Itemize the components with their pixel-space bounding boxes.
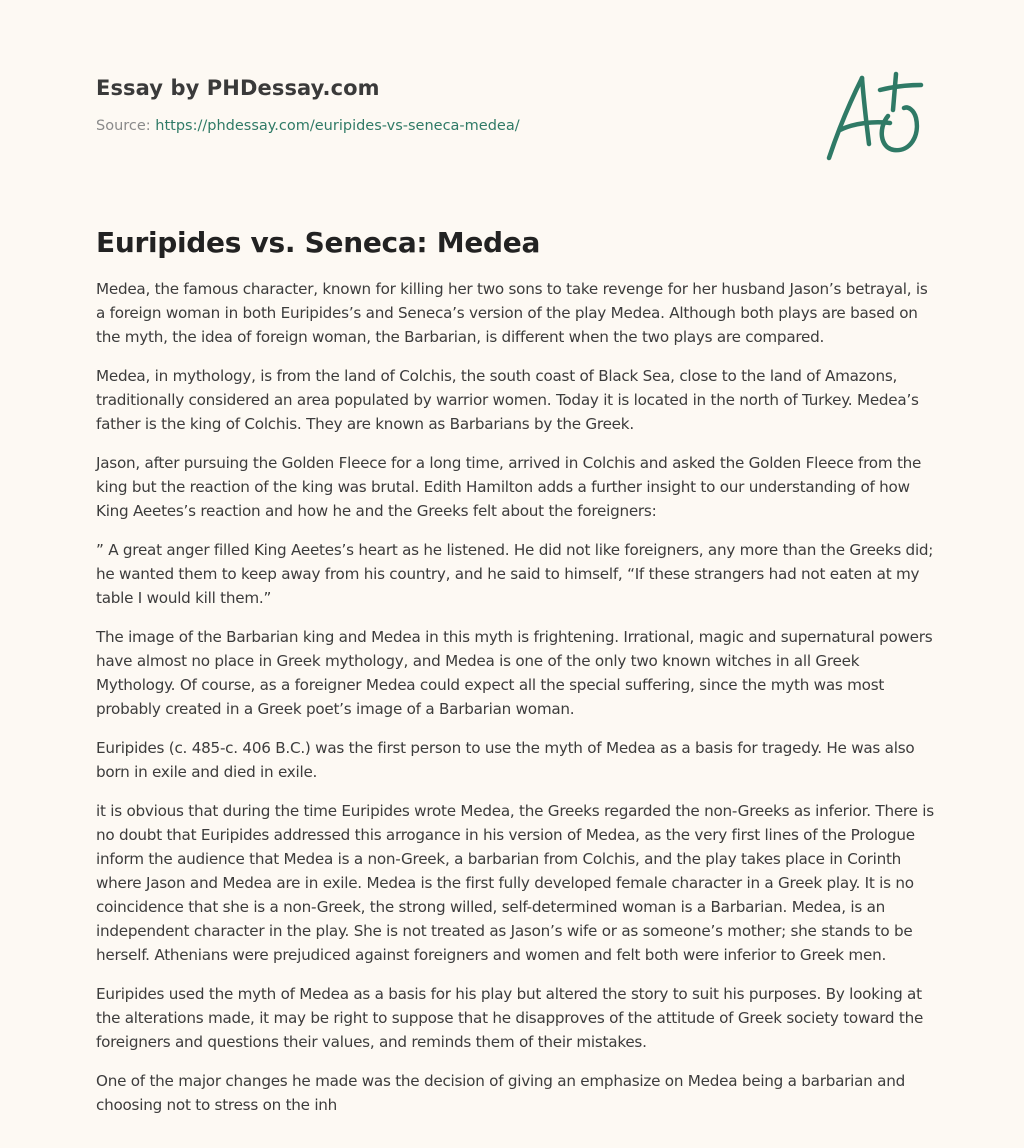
source-link[interactable]: https://phdessay.com/euripides-vs-seneca-medea/ — [155, 118, 520, 134]
essay-paragraph: One of the major changes he made was the decision of giving an emphasize on Medea being a barbarian and choosing not to stress on the inh — [96, 1072, 905, 1114]
essay-title: Euripides vs. Seneca: Medea — [96, 226, 541, 259]
essay-paragraph: Medea, the famous character, known for killing her two sons to take revenge for her husband Jason’s betrayal, is a foreign woman in both Euripides’s and Seneca’s version of the play Medea. Although both plays are based on the myth, the idea of foreign woman, the Barbarian, is different when the two plays are compared. — [96, 280, 928, 346]
essay-paragraph: Jason, after pursuing the Golden Fleece for a long time, arrived in Colchis and asked the Golden Fleece from the king but the reaction of the king was brutal. Edith Hamilton adds a further insight to our understanding of how King Aeetes’s reaction and how he and the Greeks felt about the foreigners: — [96, 454, 922, 520]
source-line — [96, 118, 936, 134]
page-header — [96, 76, 936, 134]
essay-paragraph: The image of the Barbarian king and Medea in this myth is frightening. Irrational, magic and supernatural powers have almost no place in Greek mythology, and Medea is one of the only two known witches in all Greek Mythology. Of course, as a foreigner Medea could expect all the special suffering, since the myth was most probably created in a Greek poet’s image of a Barbarian woman. — [96, 628, 933, 718]
a-plus-logo-icon — [822, 66, 928, 168]
site-title: Essay by PHDessay.com — [96, 76, 380, 100]
essay-content — [96, 226, 936, 1132]
essay-paragraph: Euripides used the myth of Medea as a basis for his play but altered the story to suit his purposes. By looking at the alterations made, it may be right to suppose that he disapproves of the attitude of Greek society toward the foreigners and questions their values, and reminds them of their mistakes. — [96, 985, 924, 1051]
source-label: Source: — [96, 118, 151, 134]
essay-quote-paragraph: ” A great anger filled King Aeetes’s heart as he listened. He did not like foreigners, any more than the Greeks did; he wanted them to keep away from his country, and he said to himself, “If these strangers had not eaten at my table I would kill them.” — [96, 541, 934, 607]
essay-paragraph: it is obvious that during the time Euripides wrote Medea, the Greeks regarded the non-Greeks as inferior. There is no doubt that Euripides addressed this arrogance in his version of Medea, as the very first lines of the Prologue inform the audience that Medea is a non-Greek, a barbarian from Colchis, and the play takes place in Corinth where Jason and Medea are in exile. Medea is the first fully developed female character in a Greek play. It is no coincidence that she is a non-Greek, the strong willed, self-determined woman is a Barbarian. Medea, is an independent character in the play. She is not treated as Jason’s wife or as someone’s mother; she stands to be herself. Athenians were prejudiced against foreigners and women and felt both were inferior to Greek men. — [96, 802, 934, 964]
essay-paragraph: Euripides (c. 485-c. 406 B.C.) was the first person to use the myth of Medea as a basis for tragedy. He was also born in exile and died in exile. — [96, 739, 915, 781]
essay-paragraph: Medea, in mythology, is from the land of Colchis, the south coast of Black Sea, close to the land of Amazons, traditionally considered an area populated by warrior women. Today it is located in the north of Turkey. Medea’s father is the king of Colchis. They are known as Barbarians by the Greek. — [96, 367, 919, 433]
